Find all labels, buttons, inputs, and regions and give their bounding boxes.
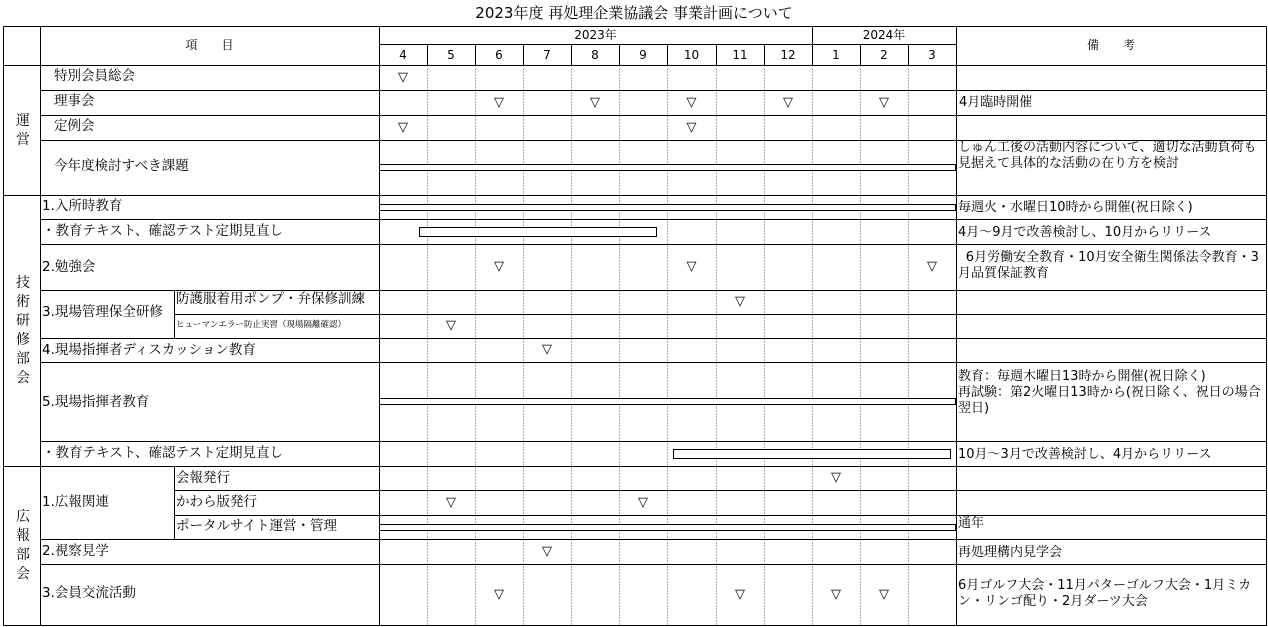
row-label-text-review-1: ・教育テキスト、確認テスト定期見直し	[42, 223, 283, 239]
schedule-marker: ▽	[494, 95, 504, 110]
schedule-marker: ▽	[686, 95, 697, 110]
row-label-newsletter: 会報発行	[176, 470, 230, 486]
schedule-marker: ▽	[831, 470, 841, 485]
schedule-marker: ▽	[542, 342, 552, 357]
row-label-kawaraban: かわら版発行	[176, 494, 257, 510]
row-label-human-error-practice: ヒューマンエラー防止実習（現場隔離確認）	[176, 320, 347, 330]
month-header-5: 5	[447, 48, 455, 62]
month-header-11: 11	[732, 48, 748, 62]
schedule-marker: ▽	[879, 95, 889, 110]
group-pr: 広報部会	[16, 509, 30, 582]
header-item: 項 目	[185, 38, 234, 52]
schedule-bar	[379, 524, 956, 531]
group-operations: 運営	[16, 113, 30, 148]
row-label-text-review-2: ・教育テキスト、確認テスト定期見直し	[42, 445, 283, 461]
month-header-6: 6	[495, 48, 503, 62]
schedule-marker: ▽	[879, 587, 889, 602]
row-label-pr-related: 1.広報関連	[42, 494, 109, 510]
row-label-portal-site: ポータルサイト運営・管理	[176, 518, 338, 534]
row-label-member-exchange: 3.会員交流活動	[42, 585, 136, 601]
month-header-4: 4	[399, 48, 407, 62]
month-header-9: 9	[639, 48, 647, 62]
schedule-marker: ▽	[590, 95, 600, 110]
remark-issues: しゅん工後の活動内容について、適切な活動負荷も見据えて具体的な活動の在り方を検討	[958, 140, 1257, 171]
row-label-site-tour: 2.視察見学	[42, 543, 109, 559]
header-remarks: 備 考	[1086, 38, 1135, 52]
schedule-bar	[379, 204, 956, 211]
schedule-bar	[379, 164, 956, 171]
schedule-marker: ▽	[735, 294, 745, 309]
row-label-commander-education: 5.現場指揮者教育	[42, 394, 150, 410]
header-year-2023: 2023年	[574, 28, 617, 42]
schedule-marker: ▽	[446, 495, 456, 510]
month-header-1: 1	[832, 48, 840, 62]
remark-text-review-1: 4月～9月で改善検討し、10月からリリース	[958, 225, 1212, 240]
row-label-special-general-meeting: 特別会員総会	[54, 68, 135, 84]
schedule-marker: ▽	[398, 70, 408, 85]
row-label-protective-suit-training: 防護服着用ポンプ・弁保修訓練	[176, 291, 365, 307]
month-header-3: 3	[928, 48, 936, 62]
row-label-study-session: 2.勉強会	[42, 259, 96, 275]
schedule-marker: ▽	[783, 95, 793, 110]
schedule-marker: ▽	[686, 259, 697, 274]
remark-study-session: 6月労働安全教育・10月安全衛生関係法令教育・3月品質保証教育	[958, 250, 1259, 281]
group-tech-training: 技術研修部会	[16, 275, 30, 386]
remark-board-meeting: 4月臨時開催	[959, 95, 1033, 110]
remark-commander-education: 教育：毎週木曜日13時から開催(祝日除く) 再試験：第2火曜日13時から(祝日除く、祝日の場合翌日)	[958, 369, 1261, 416]
schedule-marker: ▽	[494, 587, 504, 602]
schedule-bar	[673, 449, 951, 459]
page-title: 2023年度 再処理企業協議会 事業計画について	[475, 4, 793, 22]
remark-portal-site: 通年	[958, 516, 985, 531]
schedule-marker: ▽	[686, 120, 697, 135]
remark-entry-education: 毎週火・水曜日10時から開催(祝日除く)	[958, 200, 1193, 215]
schedule-marker: ▽	[542, 544, 552, 559]
row-label-commander-discussion: 4.現場指揮者ディスカッション教育	[42, 342, 256, 358]
row-label-entry-education: 1.入所時教育	[42, 198, 123, 214]
remark-site-tour: 再処理構内見学会	[958, 545, 1063, 560]
row-label-site-maintenance-training: 3.現場管理保全研修	[42, 304, 163, 320]
schedule-marker: ▽	[735, 587, 745, 602]
schedule-bar	[379, 398, 956, 405]
schedule-marker: ▽	[398, 120, 408, 135]
schedule-marker: ▽	[446, 318, 456, 333]
month-header-10: 10	[683, 48, 700, 62]
schedule-marker: ▽	[494, 259, 504, 274]
schedule-marker: ▽	[638, 495, 648, 510]
month-header-12: 12	[780, 48, 796, 62]
row-label-board-meeting: 理事会	[54, 93, 95, 109]
header-year-2024: 2024年	[862, 28, 906, 42]
remark-member-exchange: 6月ゴルフ大会・11月パターゴルフ大会・1月ミカン・リンゴ配り・2月ダーツ大会	[958, 578, 1252, 609]
schedule-marker: ▽	[831, 587, 841, 602]
month-header-2: 2	[880, 48, 888, 62]
schedule-bar	[419, 227, 657, 237]
month-header-8: 8	[591, 48, 599, 62]
schedule-marker: ▽	[927, 259, 937, 274]
remark-text-review-2: 10月～3月で改善検討し、4月からリリース	[958, 447, 1212, 462]
row-label-regular-meeting: 定例会	[54, 118, 95, 134]
row-label-issues-to-consider: 今年度検討すべき課題	[54, 158, 189, 174]
month-header-7: 7	[543, 48, 551, 62]
